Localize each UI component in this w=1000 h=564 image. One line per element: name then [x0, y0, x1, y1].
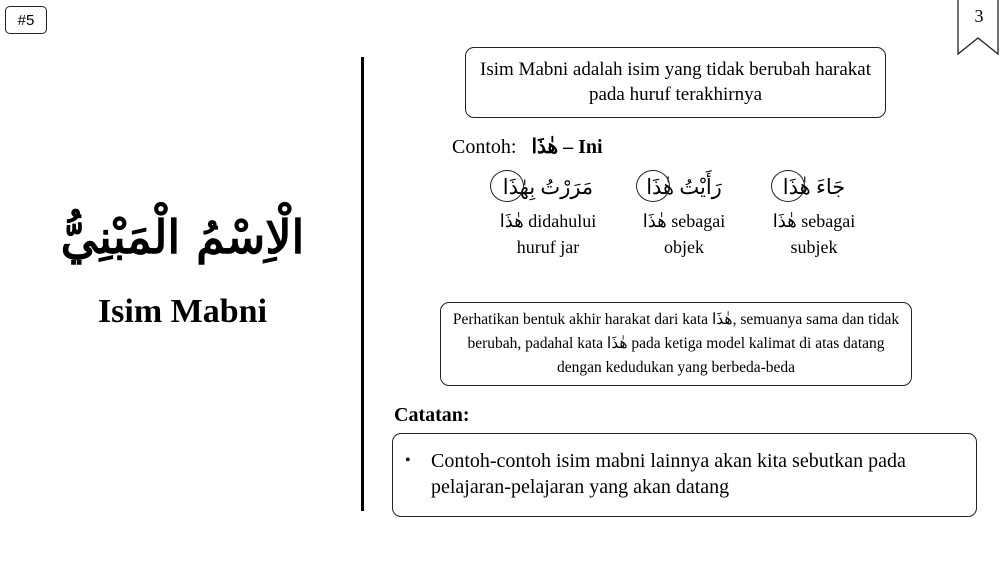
- example-arabic: رَأَيْتُ هٰذَا: [609, 172, 759, 204]
- slide-tag: #5: [5, 6, 47, 34]
- page-title: Isim Mabni: [97, 293, 268, 330]
- note-text: Perhatikan bentuk akhir harakat dari kata هٰذَا, semuanya sama dan tidak berubah, padahal kata هٰذَا pada ketiga model kalimat di atas datang dengan kedudukan yang berbeda-beda: [452, 310, 900, 376]
- example-line2: huruf jar: [516, 237, 580, 258]
- arabic-title: الْاِسْمُ الْمَبْنِيُّ: [60, 210, 305, 264]
- example-line2: objek: [664, 237, 704, 258]
- example-line1: هٰذَا sebagai: [772, 211, 856, 231]
- example-objek: [609, 172, 759, 260]
- contoh-meaning: Ini: [578, 136, 603, 158]
- example-line2: subjek: [790, 237, 838, 258]
- example-subjek: [739, 172, 889, 260]
- contoh-label: Contoh:: [452, 136, 517, 158]
- definition-box: [465, 47, 886, 118]
- page-number: 3: [974, 6, 984, 26]
- contoh-line: [452, 134, 603, 159]
- vertical-divider: [361, 57, 364, 511]
- catatan-heading: Catatan:: [394, 404, 470, 426]
- example-line1: هٰذَا didahului: [499, 211, 597, 231]
- example-arabic: مَرَرْتُ بِهٰذَا: [473, 172, 623, 204]
- definition-text: Isim Mabni adalah isim yang tidak berubah harakat pada huruf terakhirnya: [480, 58, 871, 105]
- catatan-box: [392, 433, 977, 517]
- catatan-text: Contoh-contoh isim mabni lainnya akan kita sebutkan pada pelajaran-pelajaran yang akan datang: [431, 450, 906, 498]
- example-jar: [473, 172, 623, 260]
- contoh-dash: –: [563, 136, 574, 158]
- example-line1: هٰذَا sebagai: [642, 211, 726, 231]
- example-arabic: جَاءَ هٰذَا: [739, 172, 889, 204]
- bullet-icon: •: [405, 452, 411, 469]
- contoh-arabic-word: هٰذَا: [531, 136, 559, 158]
- note-box: [440, 302, 912, 386]
